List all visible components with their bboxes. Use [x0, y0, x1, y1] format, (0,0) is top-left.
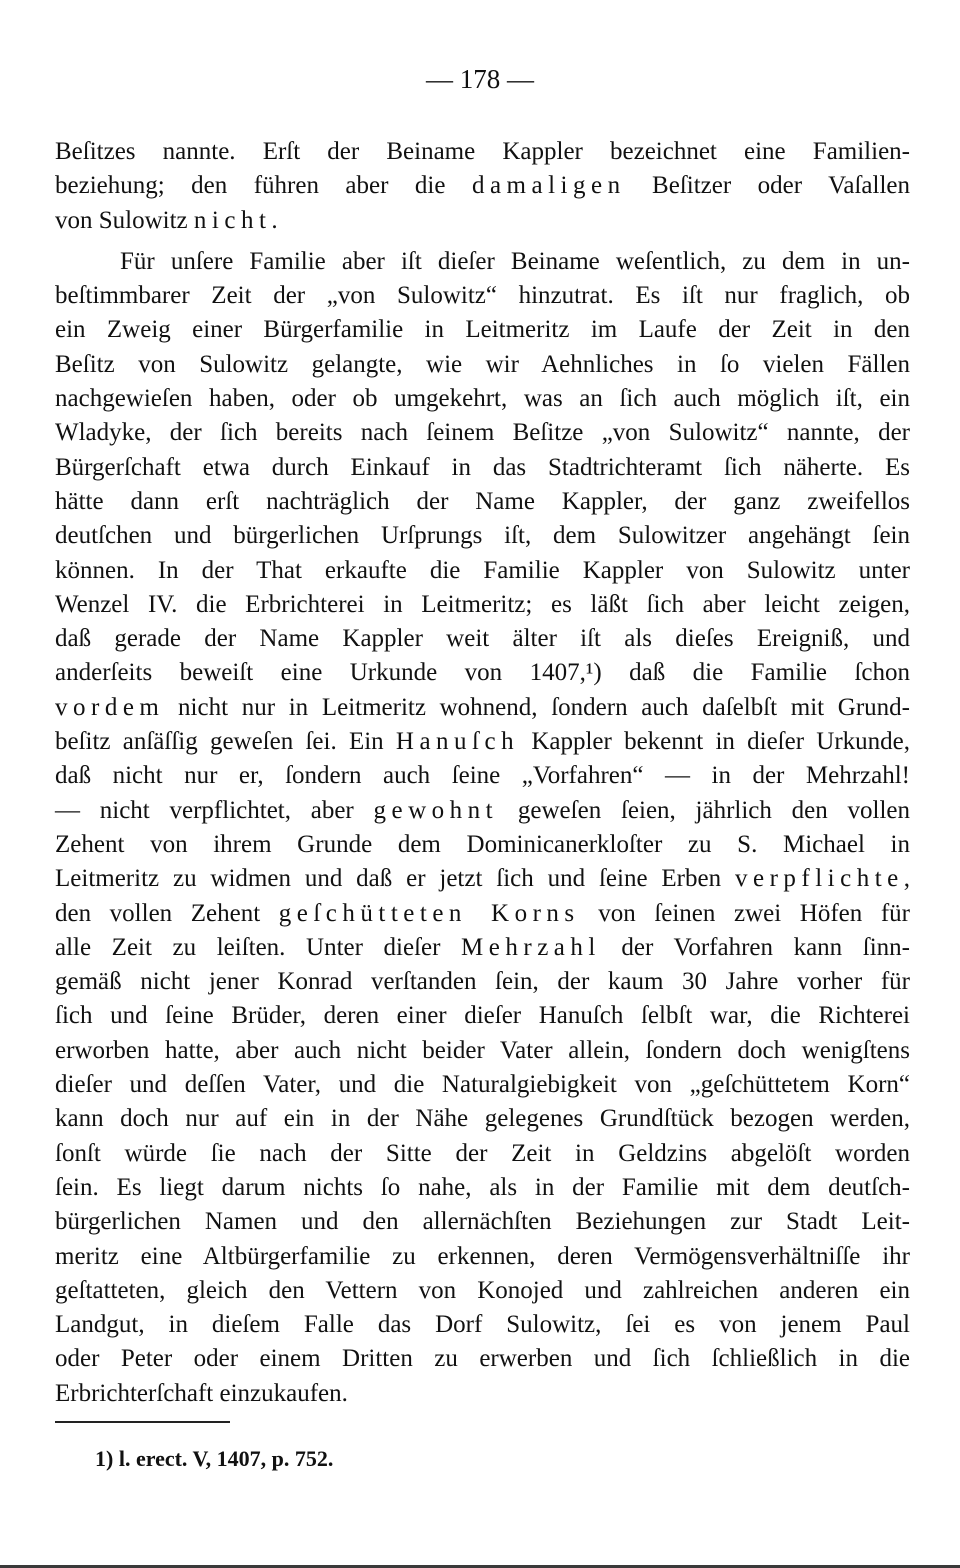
text-line — [55, 1034, 910, 1068]
text-run: von Sulowitz — [55, 206, 194, 234]
text-run: geweſen ſeien, jährlich den vollen — [498, 796, 911, 824]
text-line — [55, 1068, 910, 1102]
text-run: nachgewieſen haben, oder ob umgekehrt, was an ſich auch möglich iſt, ein — [55, 385, 910, 413]
text-run: Landgut, in dieſem Falle das Dorf Sulowitz, ſei es von jenem Paul — [55, 1311, 910, 1339]
text-line — [55, 313, 910, 347]
text-run: beziehung; den führen aber die — [55, 172, 472, 200]
text-run: Wladyke, der ſich bereits nach ſeinem Beſitze „von Sulowitz“ nannte, der — [55, 419, 910, 447]
text-line — [55, 588, 910, 622]
text-run: Erbrichterſchaft einzukaufen. — [55, 1379, 348, 1407]
emphasized-text: verpflichte — [734, 865, 904, 893]
text-run: Bürgerſchaft etwa durch Einkauf in das Stadtrichteramt ſich näherte. Es — [55, 453, 910, 481]
emphasized-text: geſchütteten Korns — [278, 899, 580, 927]
text-line — [55, 135, 910, 169]
text-run: oder Peter oder einem Dritten zu erwerben und ſich ſchließlich in die — [55, 1345, 910, 1373]
page-number: — 178 — — [426, 64, 534, 94]
emphasized-text: damaligen — [471, 172, 626, 200]
text-line — [55, 897, 910, 931]
text-run: alle Zeit zu leiſten. Unter dieſer — [55, 933, 462, 961]
text-run: geſtatteten, gleich den Vettern von Konojed und zahlreichen anderen ein — [55, 1276, 910, 1304]
footnote: 1) l. erect. V, 1407, p. 752. — [95, 1446, 334, 1471]
emphasized-text: Mehrzahl — [461, 933, 601, 961]
footnote-divider — [55, 1421, 230, 1423]
text-run: ſonſt würde ſie nach der Sitte der Zeit in Geldzins abgelöſt worden — [55, 1139, 910, 1167]
text-line — [55, 794, 910, 828]
text-line — [55, 416, 910, 450]
text-line — [55, 348, 910, 382]
text-run: ein Zweig einer Bürgerfamilie in Leitmeritz im Laufe der Zeit in den — [55, 316, 910, 344]
text-run: Wenzel IV. die Erbrichterei in Leitmeritz; es läßt ſich aber leicht zeigen, — [55, 590, 910, 618]
text-line — [55, 1137, 910, 1171]
text-line — [55, 519, 910, 553]
text-run: hätte dann erſt nachträglich der Name Kappler, der ganz zweifellos — [55, 487, 910, 515]
text-run: — nicht verpflichtet, aber — [55, 796, 374, 824]
text-run: Leitmeritz zu widmen und daß er jetzt ſich und ſeine Erben — [55, 865, 735, 893]
text-run: kann doch nur auf ein in der Nähe gelegenes Grundſtück bezogen werden, — [55, 1105, 910, 1133]
text-run: Kappler bekennt in dieſer Urkunde, — [519, 728, 910, 756]
text-run: ſein. Es liegt darum nichts ſo nahe, als in der Familie mit dem deutſch- — [55, 1173, 910, 1201]
text-run: Beſitz von Sulowitz gelangte, wie wir Aehnliches in ſo vielen Fällen — [55, 350, 910, 378]
emphasized-text: Hanuſch — [395, 728, 520, 756]
text-run: , — [903, 865, 910, 893]
text-run: bürgerlichen Namen und den allernächſten Beziehungen zur Stadt Leit- — [55, 1208, 910, 1236]
text-line — [55, 169, 910, 203]
text-line — [55, 828, 910, 862]
text-line — [55, 382, 910, 416]
text-run: beſtimmbarer Zeit der „von Sulowitz“ hinzutrat. Es iſt nur fraglich, ob — [55, 282, 910, 310]
text-run: Zehent von ihrem Grunde dem Dominicanerkloſter zu S. Michael in — [55, 830, 910, 858]
text-line — [55, 1102, 910, 1136]
paragraph — [55, 245, 910, 1411]
text-run: beſitz anſäſſig geweſen ſei. Ein — [55, 728, 396, 756]
text-line — [55, 759, 910, 793]
text-line — [55, 554, 910, 588]
text-run: von ſeinen zwei Höfen für — [579, 899, 910, 927]
text-run: deutſchen und bürgerlichen Urſprungs iſt, dem Sulowitzer angehängt ſein — [55, 522, 910, 550]
text-line — [55, 279, 910, 313]
text-line — [55, 1342, 910, 1376]
text-run: ſich und ſeine Brüder, deren einer dieſer Hanuſch ſelbſt war, die Richterei — [55, 1002, 910, 1030]
text-run: Für unſere Familie aber iſt dieſer Beiname weſentlich, zu dem in un- — [120, 247, 910, 275]
text-run: gemäß nicht jener Konrad verſtanden ſein, der kaum 30 Jahre vorher für — [55, 968, 910, 996]
emphasized-text: gewohnt — [373, 796, 499, 824]
paragraph — [55, 135, 910, 238]
text-line — [55, 1240, 910, 1274]
text-run: . — [271, 206, 278, 234]
text-run: können. In der That erkaufte die Familie Kappler von Sulowitz unter — [55, 556, 910, 584]
text-line — [55, 656, 910, 690]
text-line — [55, 1274, 910, 1308]
text-line — [55, 965, 910, 999]
body-text — [55, 135, 910, 1411]
text-run: anderſeits beweiſt eine Urkunde von 1407,¹) daß die Familie ſchon — [55, 659, 910, 687]
text-line — [55, 204, 910, 238]
text-run: erworben hatte, aber auch nicht beider Vater allein, ſondern doch wenigſtens — [55, 1036, 910, 1064]
text-line — [55, 725, 910, 759]
text-line — [55, 1205, 910, 1239]
text-line — [55, 1377, 910, 1411]
text-run: meritz eine Altbürgerfamilie zu erkennen, deren Vermögensverhältniſſe ihr — [55, 1242, 910, 1270]
text-line — [55, 999, 910, 1033]
text-run: daß nicht nur er, ſondern auch ſeine „Vorfahren“ — in der Mehrzahl! — [55, 762, 910, 790]
text-line — [55, 622, 910, 656]
text-run: Beſitzes nannte. Erſt der Beiname Kappler bezeichnet eine Familien- — [55, 138, 910, 165]
text-line — [55, 451, 910, 485]
text-line — [55, 245, 910, 279]
text-run: den vollen Zehent — [55, 899, 279, 927]
text-run: daß gerade der Name Kappler weit älter iſt als dieſes Ereigniß, und — [55, 625, 910, 653]
text-line — [55, 691, 910, 725]
text-line — [55, 1171, 910, 1205]
text-line — [55, 931, 910, 965]
text-run: Beſitzer oder Vaſallen — [625, 172, 910, 200]
text-line — [55, 485, 910, 519]
text-line — [55, 1308, 910, 1342]
text-line — [55, 862, 910, 896]
emphasized-text: vordem — [55, 693, 165, 721]
emphasized-text: nicht — [193, 206, 272, 234]
text-run: der Vorfahren kann ſinn- — [600, 933, 910, 961]
text-run: dieſer und deſſen Vater, und die Naturalgiebigkeit von „geſchüttetem Korn“ — [55, 1071, 910, 1099]
text-run: nicht nur in Leitmeritz wohnend, ſondern auch daſelbſt mit Grund- — [164, 693, 910, 721]
